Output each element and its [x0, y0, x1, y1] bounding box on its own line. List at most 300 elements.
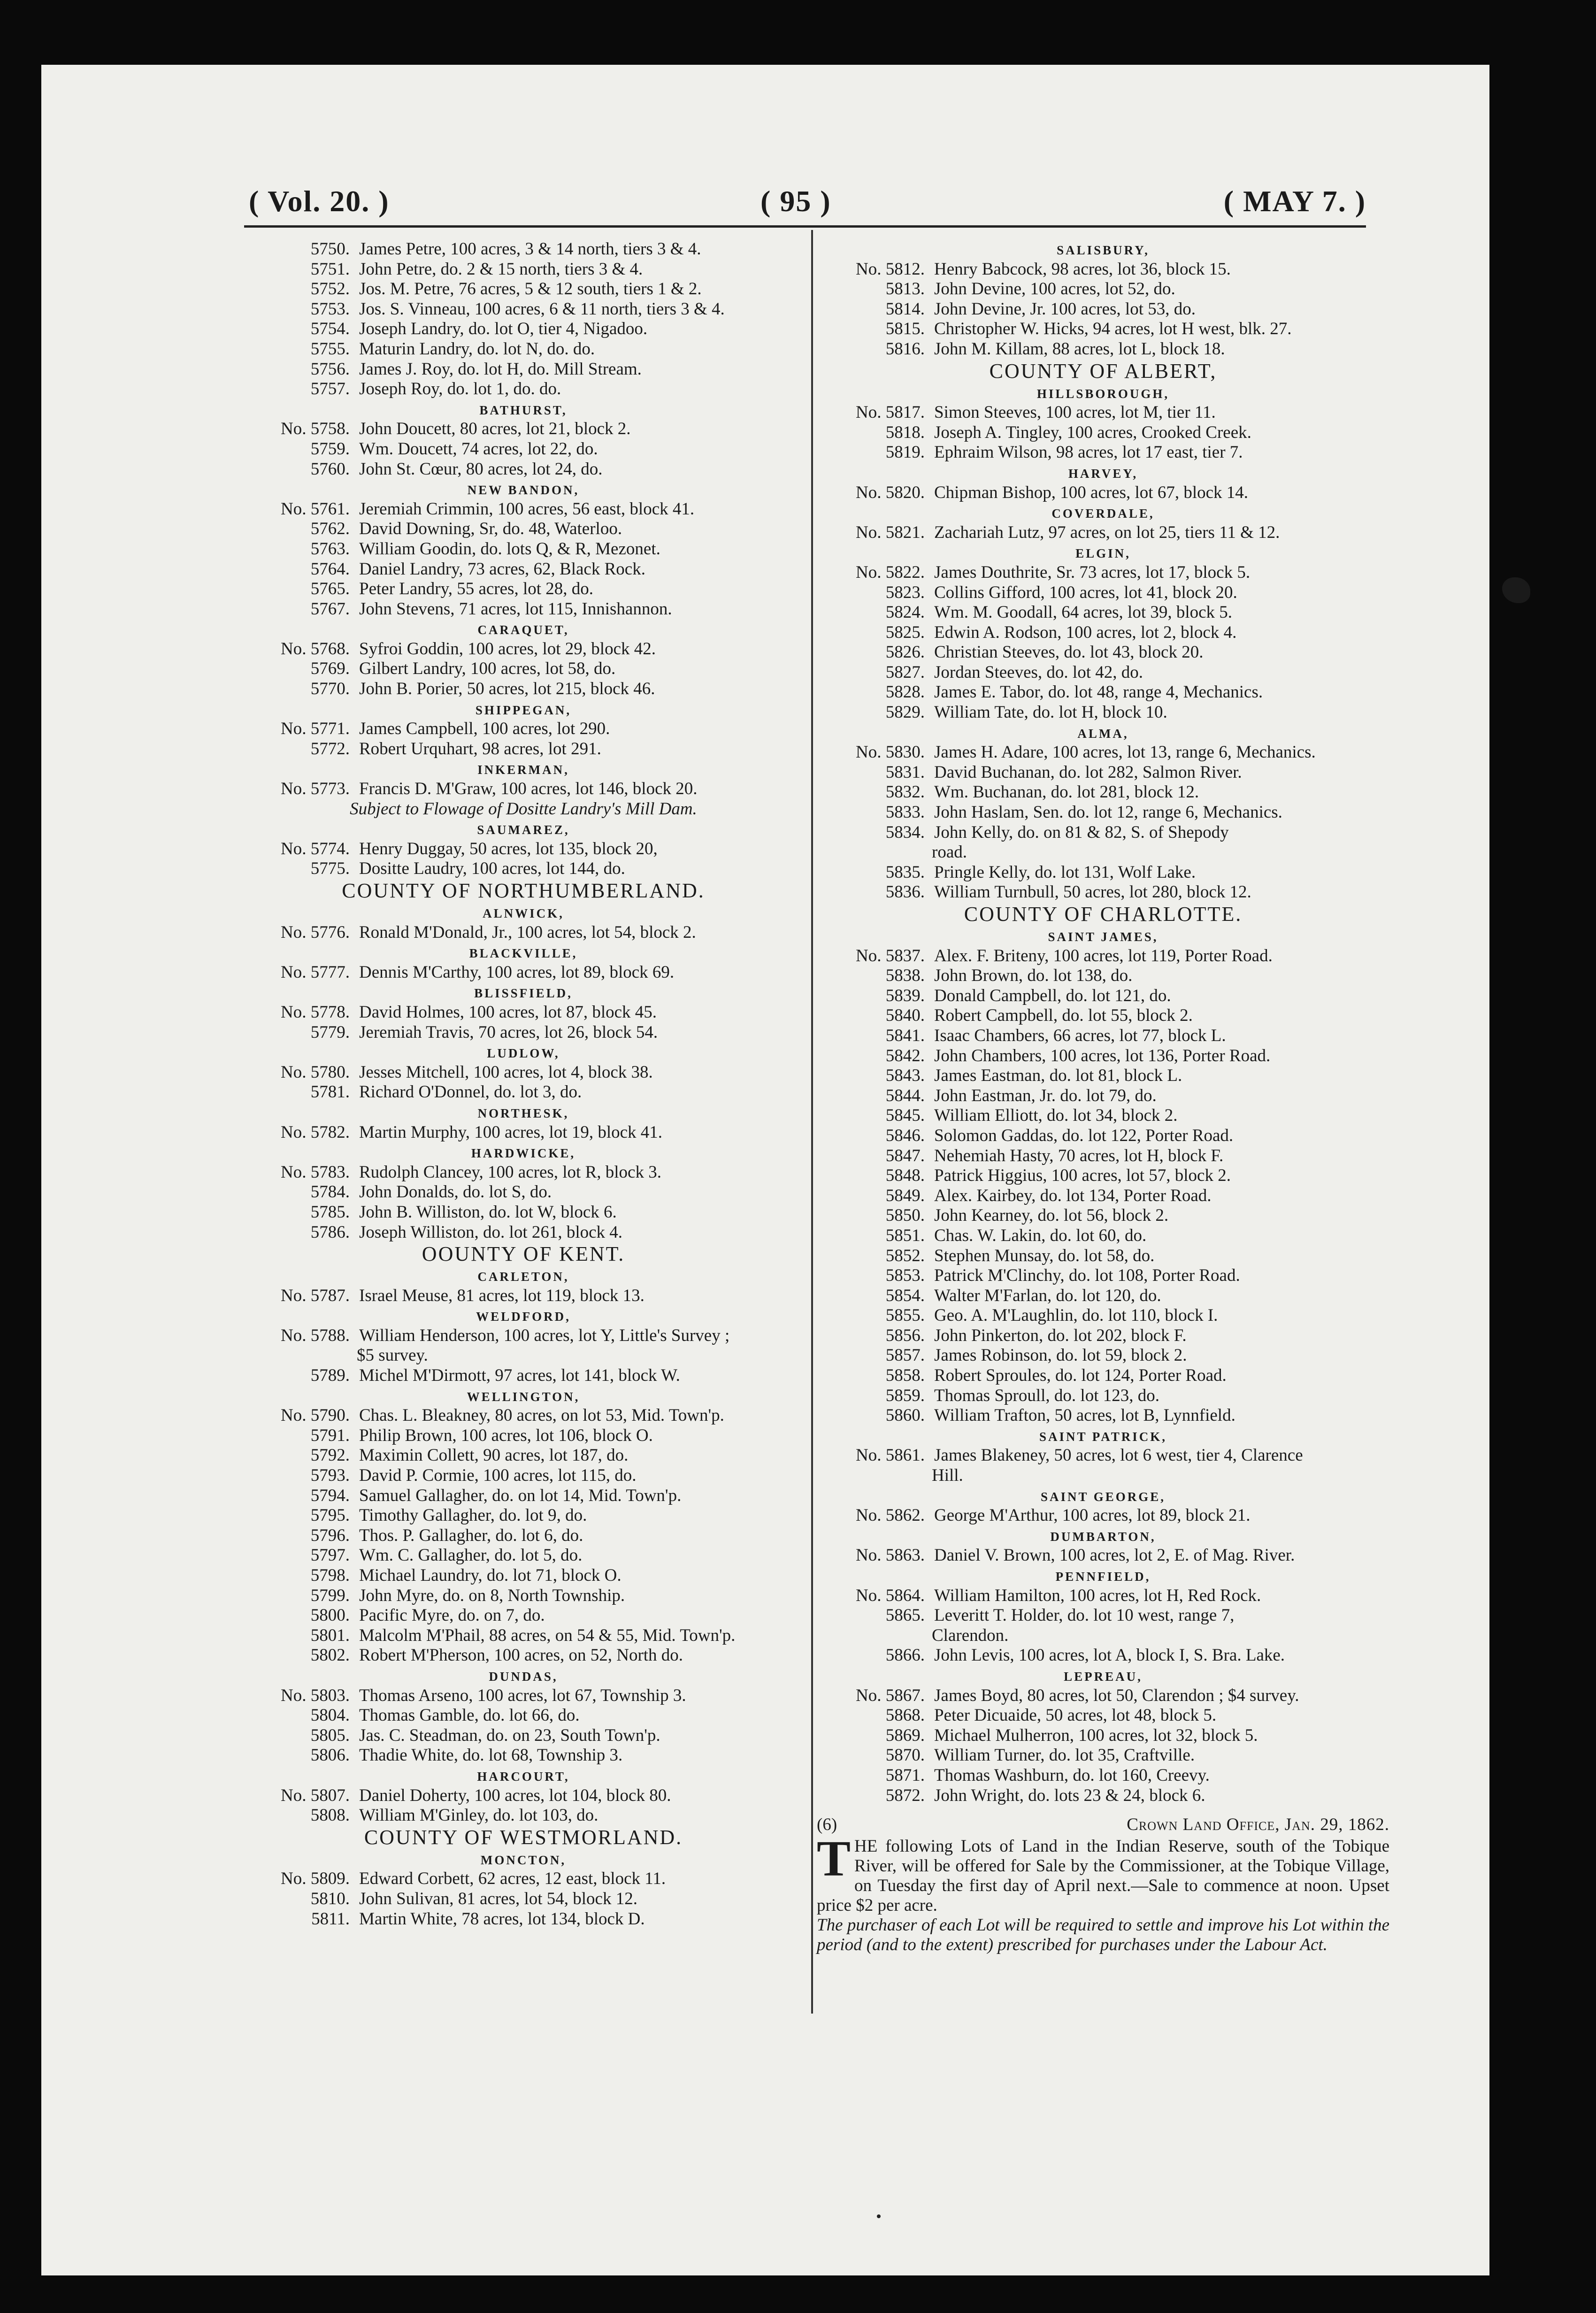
lot-description: Jeremiah Crimmin, 100 acres, 56 east, block 41.: [359, 499, 695, 519]
lot-description: John Myre, do. on 8, North Township.: [359, 1585, 625, 1605]
parish-heading: CARAQUET,: [477, 623, 569, 637]
lot-number: No. 5768.: [281, 639, 350, 659]
lot-number: 5845.: [885, 1106, 925, 1126]
lot-description: Edwin A. Rodson, 100 acres, lot 2, block 4.: [934, 622, 1237, 642]
lot-description: Jesses Mitchell, 100 acres, lot 4, block 38.: [359, 1062, 653, 1082]
lot-description: Solomon Gaddas, do. lot 122, Porter Road.: [934, 1126, 1234, 1145]
lot-entry: [817, 423, 1389, 443]
lot-description: Martin Murphy, 100 acres, lot 19, block 41.: [359, 1122, 663, 1142]
lot-description: Geo. A. M'Laughlin, do. lot 110, block I.: [934, 1306, 1218, 1325]
lot-number: 5865.: [885, 1606, 925, 1625]
lot-number: No. 5803.: [281, 1685, 350, 1705]
lot-description: Joseph Roy, do. lot 1, do. do.: [359, 379, 561, 399]
italic-note: Subject to Flowage of Dositte Landry's Mill Dam.: [350, 799, 697, 819]
lot-number: 5859.: [885, 1386, 925, 1405]
lot-description: Isaac Chambers, 66 acres, lot 77, block L.: [934, 1026, 1226, 1045]
lot-description: Maximin Collett, 90 acres, lot 187, do.: [359, 1446, 629, 1465]
lot-description: Patrick Higgius, 100 acres, lot 57, block 2.: [934, 1166, 1231, 1186]
right-entries: [817, 239, 1389, 1806]
parish-heading: INKERMAN,: [477, 763, 569, 777]
lot-entry: [242, 1123, 805, 1143]
lot-entry: [817, 1406, 1389, 1426]
lot-number: 5833.: [885, 803, 925, 822]
lot-entry: [817, 863, 1389, 883]
lot-entry: [242, 1466, 805, 1486]
lot-number: 5769.: [310, 659, 350, 679]
lot-description: John Kearney, do. lot 56, block 2.: [934, 1206, 1169, 1225]
lot-number: 5839.: [885, 986, 925, 1005]
parish-heading: LEPREAU,: [1064, 1669, 1143, 1684]
lot-number: 5818.: [885, 422, 925, 442]
lot-number: 5753.: [310, 299, 350, 319]
lot-entry: [242, 1163, 805, 1183]
lot-description: John Pinkerton, do. lot 202, block F.: [934, 1325, 1187, 1345]
lot-entry: [817, 782, 1389, 803]
lot-number: 5844.: [885, 1086, 925, 1105]
lot-number: 5819.: [885, 443, 925, 462]
lot-number: No. 5807.: [281, 1785, 350, 1805]
parish-heading: NEW BANDON,: [467, 483, 580, 498]
lot-entry: [817, 563, 1389, 583]
lot-description: John Wright, do. lots 23 & 24, block 6.: [934, 1785, 1205, 1805]
lot-description: Robert Urquhart, 98 acres, lot 291.: [359, 739, 601, 758]
lot-entry: [817, 1306, 1389, 1326]
lot-entry: [242, 739, 805, 759]
lot-entry: [242, 1082, 805, 1103]
lot-entry: [242, 1546, 805, 1566]
lot-entry: [817, 882, 1389, 903]
lot-description: Chipman Bishop, 100 acres, lot 67, block 14.: [934, 483, 1249, 502]
lot-entry: [817, 483, 1389, 503]
issue-date: ( MAY 7. ): [1223, 184, 1366, 218]
lot-description: John Kelly, do. on 81 & 82, S. of Shepody: [934, 822, 1229, 842]
lot-number: 5775.: [310, 859, 350, 879]
lot-description: Jos. S. Vinneau, 100 acres, 6 & 11 north, tiers 3 & 4.: [359, 299, 725, 319]
lot-number: 5838.: [885, 966, 925, 986]
lot-number: 5856.: [885, 1325, 925, 1345]
lot-number: No. 5822.: [856, 562, 925, 582]
county-heading: OOUNTY OF KENT.: [422, 1242, 625, 1266]
lot-entry: [817, 946, 1389, 966]
lot-number: 5762.: [310, 519, 350, 539]
lot-description: John Donalds, do. lot S, do.: [359, 1182, 552, 1202]
lot-entry: [242, 1406, 805, 1426]
lot-entry: [242, 859, 805, 879]
lot-entry: [817, 1286, 1389, 1306]
lot-entry: [242, 1182, 805, 1202]
lot-entry: [817, 339, 1389, 360]
lot-description: William Turnbull, 50 acres, lot 280, block 12.: [934, 882, 1251, 902]
lot-number: 5804.: [310, 1706, 350, 1725]
lot-entry: [817, 1546, 1389, 1566]
lot-description: John Devine, 100 acres, lot 52, do.: [934, 279, 1175, 299]
lot-entry: [242, 1706, 805, 1726]
lot-description: James H. Adare, 100 acres, lot 13, range 6, Mechanics.: [934, 743, 1316, 762]
lot-description: Peter Landry, 55 acres, lot 28, do.: [359, 579, 594, 599]
lot-entry: [817, 1006, 1389, 1026]
lot-number: 5857.: [885, 1346, 925, 1365]
lot-number: 5832.: [885, 782, 925, 802]
parish-heading: WELDFORD,: [476, 1310, 571, 1324]
lot-number: 5855.: [885, 1306, 925, 1325]
lot-number: No. 5821.: [856, 522, 925, 542]
lot-number: 5848.: [885, 1166, 925, 1186]
lot-number: No. 5817.: [856, 403, 925, 422]
lot-number: 5850.: [885, 1206, 925, 1225]
lot-description: Wm. Buchanan, do. lot 281, block 12.: [934, 782, 1199, 802]
lot-number: No. 5778.: [281, 1002, 350, 1022]
lot-description: Robert M'Pherson, 100 acres, on 52, North do.: [359, 1646, 683, 1665]
lot-description: John St. Cœur, 80 acres, lot 24, do.: [359, 459, 603, 479]
lot-entry: [817, 763, 1389, 783]
lot-number: 5799.: [310, 1585, 350, 1605]
parish-heading: MONCTON,: [480, 1853, 567, 1867]
lot-entry: [817, 1726, 1389, 1746]
lot-entry: [817, 703, 1389, 723]
lot-entry: [242, 679, 805, 699]
lot-entry: [242, 339, 805, 360]
lot-description: Chas. L. Bleakney, 80 acres, on lot 53, Mid. Town'p.: [359, 1406, 724, 1425]
lot-number: No. 5862.: [856, 1506, 925, 1525]
lot-entry: [242, 1806, 805, 1826]
lot-entry: [817, 1386, 1389, 1406]
lot-number: No. 5773.: [281, 779, 350, 799]
lot-description: Christian Steeves, do. lot 43, block 20.: [934, 643, 1204, 662]
lot-entry: [817, 1646, 1389, 1666]
lot-description: Francis D. M'Graw, 100 acres, lot 146, block 20.: [359, 779, 698, 799]
lot-description: Pacific Myre, do. on 7, do.: [359, 1606, 545, 1625]
lot-entry: [242, 1426, 805, 1446]
lot-entry: [817, 279, 1389, 299]
lot-entry: [242, 1606, 805, 1626]
lot-description: Donald Campbell, do. lot 121, do.: [934, 986, 1171, 1005]
lot-number: No. 5864.: [856, 1585, 925, 1605]
parish-heading: WELLINGTON,: [467, 1389, 580, 1404]
lot-number: 5760.: [310, 459, 350, 479]
parish-heading: BLISSFIELD,: [474, 986, 573, 1001]
parish-heading: SHIPPEGAN,: [475, 703, 572, 717]
lot-number: 5784.: [310, 1182, 350, 1202]
lot-number: No. 5790.: [281, 1406, 350, 1425]
lot-number: 5836.: [885, 882, 925, 902]
notice-office: Crown Land Office, Jan. 29, 1862.: [1127, 1815, 1389, 1835]
lot-entry: [242, 1869, 805, 1889]
lot-number: 5852.: [885, 1246, 925, 1265]
lot-continuation: Hill.: [932, 1466, 963, 1486]
lot-description: Walter M'Farlan, do. lot 120, do.: [934, 1286, 1161, 1305]
lot-entry: [817, 1026, 1389, 1046]
lot-entry: [817, 1206, 1389, 1226]
parish-heading: DUNDAS,: [489, 1669, 558, 1684]
lot-description: Patrick M'Clinchy, do. lot 108, Porter Road.: [934, 1266, 1240, 1286]
lot-entry: [242, 319, 805, 339]
lot-entry: [242, 1286, 805, 1306]
lot-entry: [817, 743, 1389, 763]
lot-number: 5795.: [310, 1506, 350, 1525]
lot-number: No. 5863.: [856, 1546, 925, 1565]
lot-entry: [817, 1346, 1389, 1366]
lot-entry: [242, 279, 805, 299]
lot-entry: [242, 579, 805, 599]
lot-entry: [242, 963, 805, 983]
lot-number: 5828.: [885, 682, 925, 702]
lot-number: 5827.: [885, 662, 925, 682]
lot-entry: [242, 923, 805, 943]
lot-number: 5829.: [885, 703, 925, 722]
lot-description: Jordan Steeves, do. lot 42, do.: [934, 662, 1143, 682]
lot-number: No. 5820.: [856, 483, 925, 502]
lot-description: Jos. M. Petre, 76 acres, 5 & 12 south, tiers 1 & 2.: [359, 279, 702, 299]
lot-description: John B. Porier, 50 acres, lot 215, block 46.: [359, 679, 655, 699]
lot-number: No. 5777.: [281, 962, 350, 982]
lot-description: Leveritt T. Holder, do. lot 10 west, range 7,: [934, 1606, 1235, 1625]
lot-description: John Doucett, 80 acres, lot 21, block 2.: [359, 419, 631, 439]
lot-entry: [817, 260, 1389, 280]
parish-heading: SAUMAREZ,: [477, 823, 570, 837]
lot-continuation: Clarendon.: [932, 1625, 1009, 1645]
lot-description: David P. Cormie, 100 acres, lot 115, do.: [359, 1466, 637, 1486]
lot-description: John B. Williston, do. lot W, block 6.: [359, 1202, 617, 1222]
lot-number: 5824.: [885, 603, 925, 622]
lot-entry: [242, 839, 805, 859]
lot-description: Peter Dicuaide, 50 acres, lot 48, block 5.: [934, 1706, 1217, 1725]
lot-description: James Campbell, 100 acres, lot 290.: [359, 719, 610, 739]
lot-number: No. 5812.: [856, 259, 925, 279]
lot-number: 5791.: [310, 1425, 350, 1445]
lot-description: David Downing, Sr, do. 48, Waterloo.: [359, 519, 622, 539]
lot-description: Jas. C. Steadman, do. on 23, South Town'p.: [359, 1725, 660, 1745]
lot-description: James J. Roy, do. lot H, do. Mill Stream.: [359, 359, 642, 379]
lot-number: 5810.: [310, 1889, 350, 1908]
lot-entry: [817, 1326, 1389, 1346]
lot-number: 5757.: [310, 379, 350, 399]
lot-number: 5772.: [310, 739, 350, 758]
lot-description: David Holmes, 100 acres, lot 87, block 45.: [359, 1002, 657, 1022]
lot-entry: [817, 823, 1389, 843]
lot-description: Dositte Laudry, 100 acres, lot 144, do.: [359, 859, 625, 879]
lot-entry: [242, 1726, 805, 1746]
lot-description: Thomas Gamble, do. lot 66, do.: [359, 1706, 580, 1725]
lot-entry: [242, 1506, 805, 1526]
lot-description: William Turner, do. lot 35, Craftville.: [934, 1746, 1195, 1765]
lot-entry: [242, 1023, 805, 1043]
lot-description: Henry Babcock, 98 acres, lot 36, block 15.: [934, 259, 1231, 279]
lot-entry: [817, 1046, 1389, 1066]
lot-number: No. 5867.: [856, 1685, 925, 1705]
lot-number: 5770.: [310, 679, 350, 699]
lot-entry: [817, 986, 1389, 1006]
lot-number: 5765.: [310, 579, 350, 599]
lot-number: 5802.: [310, 1646, 350, 1665]
lot-number: No. 5830.: [856, 743, 925, 762]
lot-number: 5779.: [310, 1022, 350, 1042]
ink-blot: [1502, 577, 1530, 603]
lot-description: Robert Campbell, do. lot 55, block 2.: [934, 1006, 1193, 1026]
lot-description: Maturin Landry, do. lot N, do. do.: [359, 339, 595, 359]
lot-entry: [817, 1246, 1389, 1266]
lot-description: Gilbert Landry, 100 acres, lot 58, do.: [359, 659, 616, 679]
lot-description: Stephen Munsay, do. lot 58, do.: [934, 1246, 1155, 1265]
lot-entry: [817, 1106, 1389, 1126]
lot-entry: [242, 239, 805, 260]
lot-description: Philip Brown, 100 acres, lot 106, block O.: [359, 1425, 653, 1445]
parish-heading: HILLSBOROUGH,: [1036, 386, 1170, 401]
parish-heading: ALNWICK,: [483, 906, 564, 920]
parish-heading: HARCOURT,: [477, 1769, 570, 1784]
lot-entry: [242, 599, 805, 620]
lot-number: 5847.: [885, 1146, 925, 1165]
parish-heading: SAINT JAMES,: [1048, 930, 1159, 944]
lot-description: Samuel Gallagher, do. on lot 14, Mid. Town'p.: [359, 1486, 682, 1505]
lot-entry: [817, 1186, 1389, 1206]
lot-entry: [242, 499, 805, 520]
lot-description: William Elliott, do. lot 34, block 2.: [934, 1106, 1178, 1126]
lot-description: George M'Arthur, 100 acres, lot 89, block 21.: [934, 1506, 1251, 1525]
lot-description: Thomas Sproull, do. lot 123, do.: [934, 1386, 1159, 1405]
lot-description: Wm. M. Goodall, 64 acres, lot 39, block 5.: [934, 603, 1233, 622]
lot-number: 5751.: [310, 259, 350, 279]
parish-heading: BATHURST,: [479, 403, 568, 417]
lot-number: 5752.: [310, 279, 350, 299]
parish-heading: LUDLOW,: [487, 1046, 560, 1061]
lot-description: David Buchanan, do. lot 282, Salmon River.: [934, 762, 1242, 782]
lot-description: John Haslam, Sen. do. lot 12, range 6, Mechanics.: [934, 803, 1282, 822]
volume-label: ( Vol. 20. ): [249, 184, 390, 218]
lot-number: No. 5776.: [281, 922, 350, 942]
right-column: [817, 239, 1389, 1955]
parish-heading: SAINT PATRICK,: [1039, 1429, 1167, 1444]
lot-description: James Eastman, do. lot 81, block L.: [934, 1066, 1182, 1086]
lot-number: 5868.: [885, 1706, 925, 1725]
lot-number: 5849.: [885, 1186, 925, 1205]
lot-number: 5811.: [311, 1909, 350, 1929]
lot-number: 5840.: [885, 1006, 925, 1026]
lot-entry: [242, 559, 805, 580]
lot-entry: [242, 1223, 805, 1243]
lot-description: William Goodin, do. lots Q, & R, Mezonet.: [359, 539, 660, 559]
lot-number: 5805.: [310, 1725, 350, 1745]
lot-entry: [242, 1646, 805, 1666]
lot-number: No. 5780.: [281, 1062, 350, 1082]
lot-description: Simon Steeves, 100 acres, lot M, tier 11.: [934, 403, 1216, 422]
lot-description: Joseph Williston, do. lot 261, block 4.: [359, 1222, 623, 1242]
lot-description: John Sulivan, 81 acres, lot 54, block 12.: [359, 1889, 637, 1908]
lot-description: Zachariah Lutz, 97 acres, on lot 25, tiers 11 & 12.: [934, 522, 1280, 542]
lot-entry: [242, 419, 805, 439]
lot-number: 5866.: [885, 1646, 925, 1665]
lot-number: 5853.: [885, 1266, 925, 1286]
parish-heading: ELGIN,: [1075, 546, 1131, 561]
lot-description: William Tate, do. lot H, block 10.: [934, 703, 1167, 722]
lot-entry: [242, 299, 805, 320]
lot-number: 5806.: [310, 1746, 350, 1765]
lot-entry: [817, 1686, 1389, 1706]
lot-number: 5789.: [310, 1366, 350, 1386]
lot-description: Michael Laundry, do. lot 71, block O.: [359, 1566, 622, 1585]
lot-entry: [817, 319, 1389, 339]
lot-number: No. 5787.: [281, 1286, 350, 1305]
lot-number: 5835.: [885, 862, 925, 882]
lot-description: Christopher W. Hicks, 94 acres, lot H west, blk. 27.: [934, 319, 1292, 339]
lot-description: John Brown, do. lot 138, do.: [934, 966, 1133, 986]
lot-entry: [242, 719, 805, 739]
lot-description: John Devine, Jr. 100 acres, lot 53, do.: [934, 299, 1196, 319]
lot-description: Israel Meuse, 81 acres, lot 119, block 13.: [359, 1286, 645, 1305]
lot-number: 5808.: [310, 1806, 350, 1825]
lot-number: No. 5782.: [281, 1122, 350, 1142]
lot-description: John Chambers, 100 acres, lot 136, Porter Road.: [934, 1046, 1271, 1065]
lot-number: 5841.: [885, 1026, 925, 1045]
lot-entry: [817, 966, 1389, 986]
parish-heading: HARVEY,: [1068, 466, 1138, 481]
lot-description: James Blakeney, 50 acres, lot 6 west, tier 4, Clarence: [934, 1446, 1303, 1465]
lot-entry: [242, 659, 805, 679]
lot-entry: [817, 1786, 1389, 1806]
left-column: [242, 239, 805, 1929]
notice-body: [817, 1831, 1389, 1915]
lot-entry: [817, 1746, 1389, 1766]
lot-entry: [817, 1146, 1389, 1166]
lot-continuation: $5 survey.: [357, 1346, 428, 1365]
lot-description: Thomas Washburn, do. lot 160, Creevy.: [934, 1765, 1210, 1785]
lot-entry: [817, 643, 1389, 663]
lot-number: 5801.: [310, 1625, 350, 1645]
lot-description: Thomas Arseno, 100 acres, lot 67, Township 3.: [359, 1685, 686, 1705]
lot-number: 5843.: [885, 1066, 925, 1086]
lot-description: Syfroi Goddin, 100 acres, lot 29, block 42.: [359, 639, 656, 659]
lot-number: 5831.: [885, 762, 925, 782]
lot-entry: [817, 1506, 1389, 1526]
lot-number: No. 5761.: [281, 499, 350, 519]
lot-description: Joseph Landry, do. lot O, tier 4, Nigadoo.: [359, 319, 648, 339]
lot-number: 5823.: [885, 582, 925, 602]
lot-number: 5870.: [885, 1746, 925, 1765]
lot-description: Rudolph Clancey, 100 acres, lot R, block 3.: [359, 1162, 661, 1182]
lot-number: 5756.: [310, 359, 350, 379]
lot-number: 5781.: [310, 1082, 350, 1102]
lot-number: 5759.: [310, 439, 350, 459]
lot-description: Joseph A. Tingley, 100 acres, Crooked Creek.: [934, 422, 1251, 442]
lot-number: No. 5783.: [281, 1162, 350, 1182]
lot-entry: [242, 460, 805, 480]
lot-description: Alex. F. Briteny, 100 acres, lot 119, Porter Road.: [934, 946, 1273, 965]
lot-number: 5814.: [885, 299, 925, 319]
page-dot: [877, 2214, 881, 2218]
lot-entry: [242, 779, 805, 799]
lot-description: Thos. P. Gallagher, do. lot 6, do.: [359, 1525, 583, 1545]
lot-entry: [817, 803, 1389, 823]
parish-heading: NORTHESK,: [477, 1106, 569, 1120]
lot-number: 5854.: [885, 1286, 925, 1305]
lot-entry: [817, 1166, 1389, 1186]
lot-description: Martin White, 78 acres, lot 134, block D.: [359, 1909, 645, 1929]
lot-description: William Trafton, 50 acres, lot B, Lynnfield.: [934, 1406, 1235, 1425]
lot-continuation: road.: [932, 842, 967, 862]
lot-number: 5767.: [310, 599, 350, 619]
lot-entry: [242, 1909, 805, 1930]
lot-description: James Boyd, 80 acres, lot 50, Clarendon ; $4 survey.: [934, 1685, 1299, 1705]
lot-number: 5800.: [310, 1606, 350, 1625]
parish-heading: HARDWICKE,: [471, 1146, 576, 1161]
lot-description: Ronald M'Donald, Jr., 100 acres, lot 54, block 2.: [359, 922, 696, 942]
lot-entry: [817, 1126, 1389, 1146]
lot-entry: [817, 1706, 1389, 1726]
lot-entry: [242, 1326, 805, 1346]
lot-number: 5754.: [310, 319, 350, 339]
lot-description: Daniel V. Brown, 100 acres, lot 2, E. of Mag. River.: [934, 1546, 1295, 1565]
lot-description: William Henderson, 100 acres, lot Y, Little's Survey ;: [359, 1325, 730, 1345]
lot-description: Chas. W. Lakin, do. lot 60, do.: [934, 1225, 1147, 1245]
